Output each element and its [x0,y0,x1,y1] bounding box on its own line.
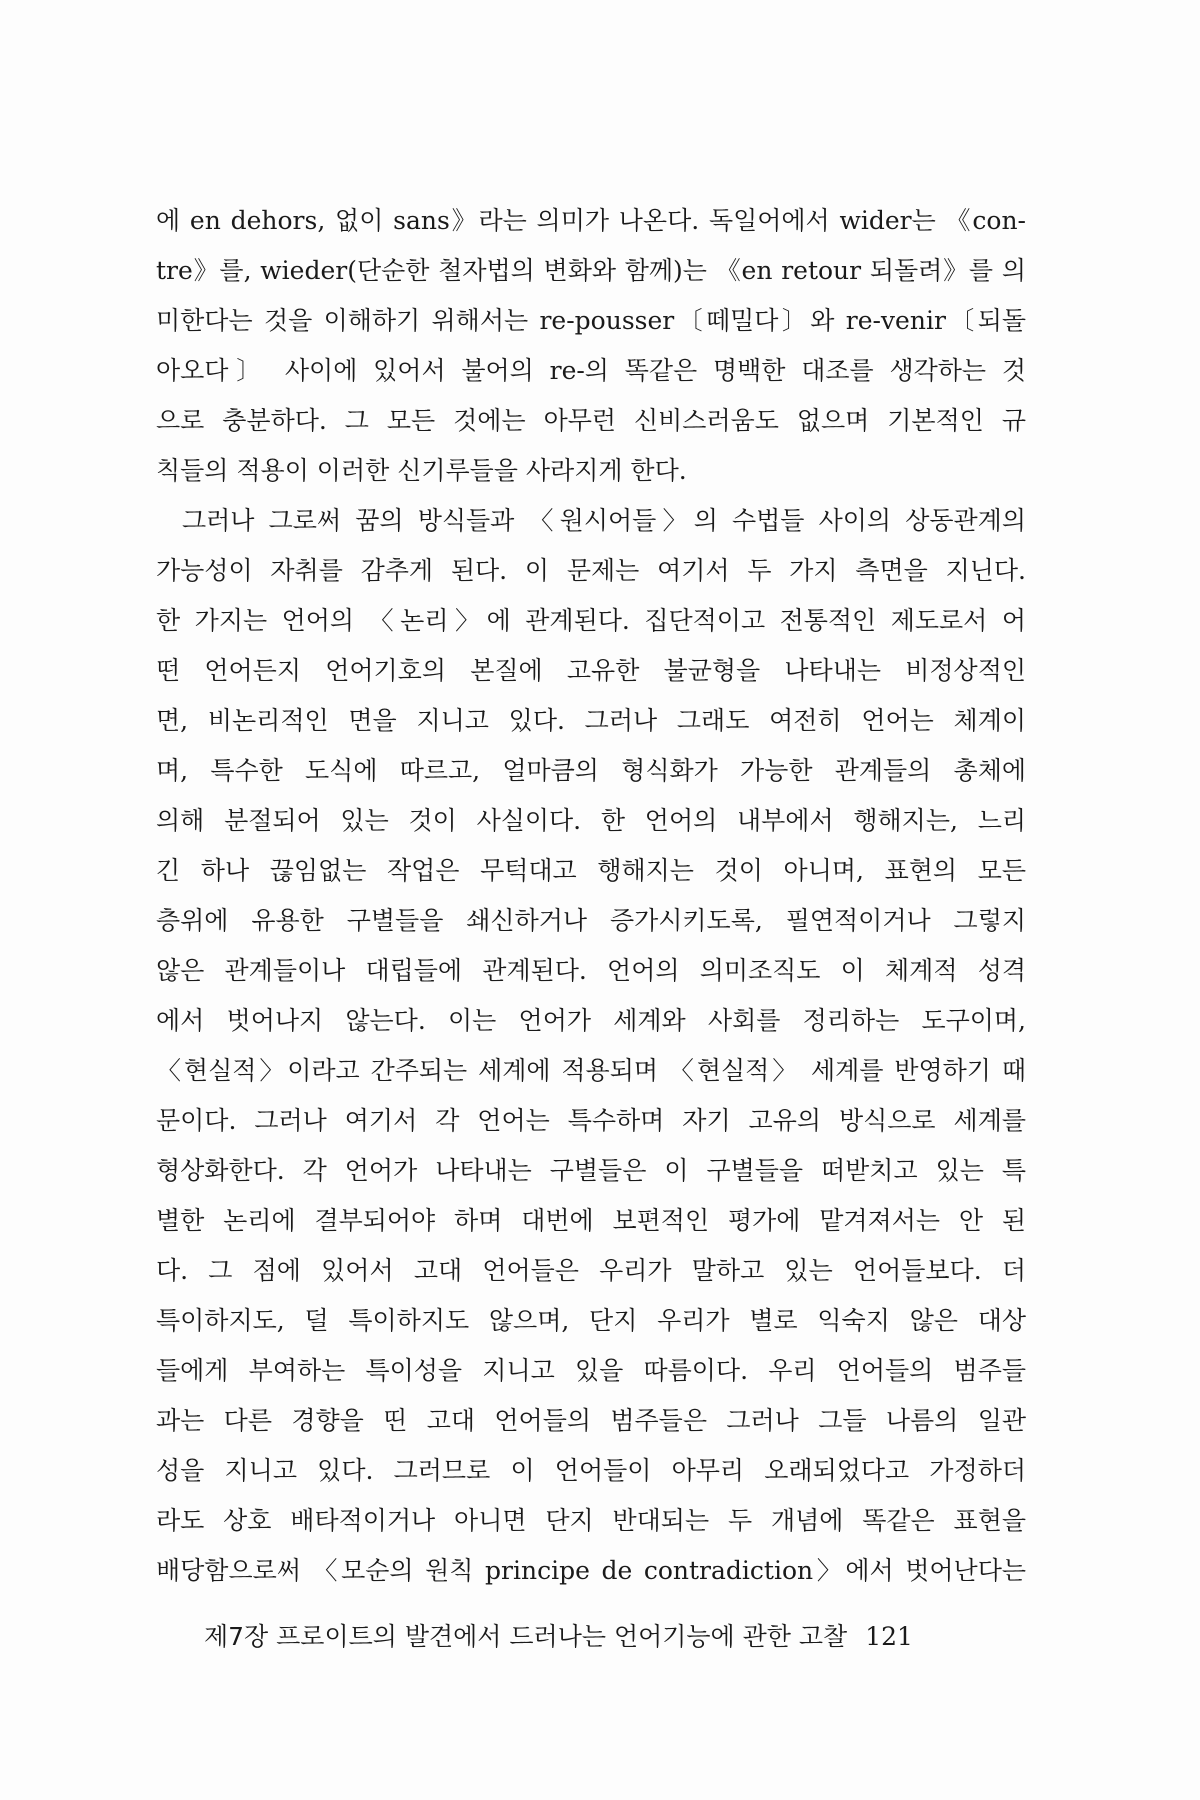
text-line: 〈현실적〉이라고 간주되는 세계에 적용되며 〈현실적〉 세계를 반영하기 때 [156,1056,1026,1085]
text-line: 긴 하나 끊임없는 작업은 무턱대고 행해지는 것이 아니며, 표현의 모든 [156,856,1026,885]
text-line: 특이하지도, 덜 특이하지도 않으며, 단지 우리가 별로 익숙지 않은 대상 [156,1306,1026,1335]
text-line: 에서 벗어나지 않는다. 이는 언어가 세계와 사회를 정리하는 도구이며, [156,1006,1026,1035]
text-line: 한 가지는 언어의 〈논리〉에 관계된다. 집단적이고 전통적인 제도로서 어 [156,606,1026,635]
paragraph-start-line: 그러나 그로써 꿈의 방식들과 〈원시어들〉의 수법들 사이의 상동관계의 [182,506,1026,535]
text-line: 아오다〕 사이에 있어서 불어의 re-의 똑같은 명백한 대조를 생각하는 것 [156,356,1026,385]
running-title: 제7장 프로이트의 발견에서 드러나는 언어기능에 관한 고찰 [204,1622,848,1651]
text-line: 면, 비논리적인 면을 지니고 있다. 그러나 그래도 여전히 언어는 체계이 [156,706,1026,735]
text-line: 떤 언어든지 언어기호의 본질에 고유한 불균형을 나타내는 비정상적인 [156,656,1026,685]
text-line: 성을 지니고 있다. 그러므로 이 언어들이 아무리 오래되었다고 가정하더 [156,1456,1026,1485]
text-line: 며, 특수한 도식에 따르고, 얼마큼의 형식화가 가능한 관계들의 총체에 [156,756,1026,785]
text-line: tre》를, wieder(단순한 철자법의 변화와 함께)는 《en retour 되돌려》를 의 [156,256,1026,285]
text-line: 에 en dehors, 없이 sans》라는 의미가 나온다. 독일어에서 wider는 《con- [156,206,1026,235]
text-line: 칙들의 적용이 이러한 신기루들을 사라지게 한다. [156,456,687,485]
text-line: 배당함으로써 〈모순의 원칙 principe de contradiction〉에서 벗어난다는 [156,1556,1026,1585]
text-line: 가능성이 자취를 감추게 된다. 이 문제는 여기서 두 가지 측면을 지닌다. [156,556,1026,585]
text-line: 과는 다른 경향을 띤 고대 언어들의 범주들은 그러나 그들 나름의 일관 [156,1406,1026,1435]
text-line: 문이다. 그러나 여기서 각 언어는 특수하며 자기 고유의 방식으로 세계를 [156,1106,1026,1135]
text-line: 형상화한다. 각 언어가 나타내는 구별들은 이 구별들을 떠받치고 있는 특 [156,1156,1026,1185]
text-line: 층위에 유용한 구별들을 쇄신하거나 증가시키도록, 필연적이거나 그렇지 [156,906,1026,935]
text-line: 라도 상호 배타적이거나 아니면 단지 반대되는 두 개념에 똑같은 표현을 [156,1506,1026,1535]
body-text [156,196,1026,1596]
page-number: 121 [865,1622,913,1651]
text-line: 별한 논리에 결부되어야 하며 대번에 보편적인 평가에 맡겨져서는 안 된 [156,1206,1026,1235]
text-line: 의해 분절되어 있는 것이 사실이다. 한 언어의 내부에서 행해지는, 느리 [156,806,1026,835]
text-line: 으로 충분하다. 그 모든 것에는 아무런 신비스러움도 없으며 기본적인 규 [156,406,1026,435]
text-line: 않은 관계들이나 대립들에 관계된다. 언어의 의미조직도 이 체계적 성격 [156,956,1026,985]
text-line: 다. 그 점에 있어서 고대 언어들은 우리가 말하고 있는 언어들보다. 더 [156,1256,1026,1285]
text-line: 들에게 부여하는 특이성을 지니고 있을 따름이다. 우리 언어들의 범주들 [156,1356,1026,1385]
page-footer [204,1615,1004,1659]
text-line: 미한다는 것을 이해하기 위해서는 re-pousser〔떼밀다〕와 re-venir〔되돌 [156,306,1026,335]
